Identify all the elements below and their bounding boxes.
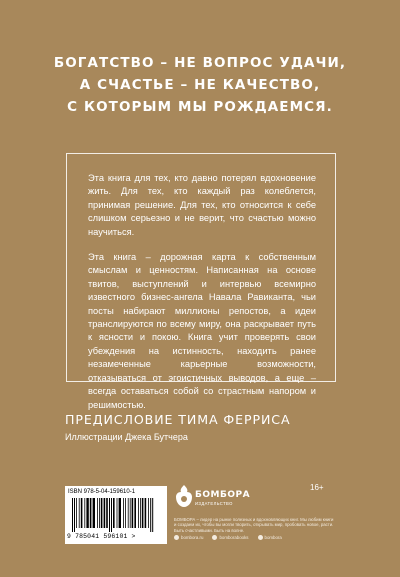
barcode-bar (97, 498, 98, 528)
barcode-bar (111, 498, 112, 532)
social-label: bombora.ru (181, 535, 204, 540)
social-link[interactable] (258, 535, 282, 540)
headline-line: С КОТОРЫМ МЫ РОЖДАЕМСЯ. (67, 99, 333, 115)
social-network-icon (212, 535, 217, 540)
headline-line: А СЧАСТЬЕ – НЕ КАЧЕСТВО, (79, 77, 321, 93)
barcode-bar (145, 498, 147, 528)
social-link[interactable] (212, 535, 248, 540)
barcode-bar (74, 498, 75, 532)
barcode-bar (104, 498, 106, 528)
social-label: bombora (264, 535, 282, 540)
barcode-bar (79, 498, 80, 528)
illustrations-credit: Иллюстрации Джека Бутчера (65, 432, 188, 442)
barcode-bar (128, 498, 129, 528)
barcode-bar (152, 498, 153, 532)
social-link[interactable] (174, 535, 203, 540)
globe-icon (174, 535, 179, 540)
age-rating: 16+ (310, 483, 324, 492)
barcode-bar (101, 498, 103, 528)
barcode (65, 486, 167, 544)
barcode-bar (99, 498, 100, 528)
publisher-socials (174, 535, 338, 540)
isbn-label: ISBN 978-5-04-159610-1 (68, 489, 136, 495)
foreword-credit: ПРЕДИСЛОВИЕ ТИМА ФЕРРИСА (65, 412, 291, 427)
headline (0, 52, 400, 118)
barcode-bar (119, 498, 121, 528)
barcode-bar (81, 498, 83, 528)
barcode-bar (84, 498, 85, 528)
social-network-icon (258, 535, 263, 540)
barcode-bar (113, 498, 115, 528)
barcode-bar (109, 498, 110, 532)
barcode-bar (150, 498, 151, 532)
barcode-bar (140, 498, 141, 528)
barcode-bar (123, 498, 124, 528)
barcode-bar (138, 498, 139, 528)
barcode-bar (125, 498, 126, 528)
barcode-bar (72, 498, 73, 532)
description-paragraph: Эта книга – дорожная карта к собственным смыслам и ценностям. Написанная на основе твитов, выступлений и интервью всемирно известного бизнес-ангела Навала Равиканта, чьи посты набирают миллионы репостов, а идеи транслируются по всему миру, она раскрывает путь к ясности и покою. Книга учит проверять свои убеждения на истинность, находить ранее незамеченные карьерные возможности, отказываться от эгоистичных выводов, а еще – всегда оставаться собой со страстным напором и решимостью. (88, 252, 316, 410)
barcode-bar (148, 498, 149, 528)
description-paragraph: Эта книга для тех, кто давно потерял вдохновение жить. Для тех, кто каждый раз колеблется, принимая решение. Для тех, кто относится к себе слишком серьезно и не верит, что счастью можно научиться. (88, 173, 316, 237)
ean-digits: 9 785041 596101 > (67, 533, 136, 540)
description (88, 172, 316, 412)
barcode-bar (130, 498, 131, 528)
barcode-bar (132, 498, 134, 528)
barcode-bar (134, 498, 136, 528)
publisher-info: БОМБОРА – лидер на рынке полезных и вдохновляющих книг. Мы любим книги и создаем их, чтобы вы могли творить, открывать мир, пробовать новое, расти. Быть счастливыми. Быть на волне. (174, 517, 334, 533)
barcode-bar (117, 498, 118, 528)
headline-line: БОГАТСТВО – НЕ ВОПРОС УДАЧИ, (53, 55, 347, 71)
barcode-bar (106, 498, 108, 528)
barcode-bar (142, 498, 144, 528)
publisher-subtitle: ИЗДАТЕЛЬСТВО (195, 501, 233, 506)
publisher-name: БОМБОРА (195, 490, 251, 500)
publisher-logo (173, 482, 251, 516)
barcode-bar (86, 498, 88, 528)
social-label: bomborabooks (219, 535, 249, 540)
barcode-bar (93, 498, 95, 528)
barcode-bars (72, 498, 160, 532)
barcode-bar (90, 498, 92, 528)
barcode-bar (76, 498, 77, 528)
bombora-logo-icon (175, 484, 193, 508)
